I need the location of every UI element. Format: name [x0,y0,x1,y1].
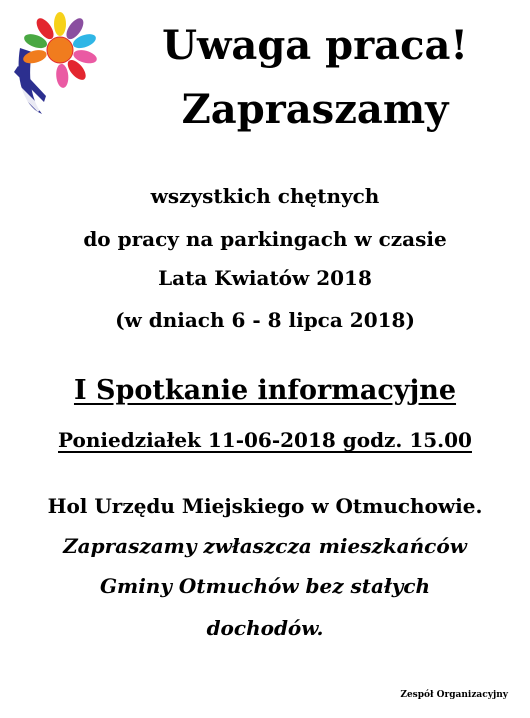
flower-logo-icon [8,12,100,116]
invite-line-3: Lata Kwiatów 2018 [158,266,372,290]
location-note-line-3: dochodów. [206,616,324,640]
location-note-line-1: Zapraszamy zwłaszcza mieszkańców [63,534,467,558]
meeting-title: I Spotkanie informacyjne [73,375,457,406]
headline-line-2: Zapraszamy [181,86,449,133]
invite-line-2: do pracy na parkingach w czasie [83,227,447,251]
meeting-datetime: Poniedziałek 11-06-2018 godz. 15.00 [58,428,472,452]
location-place: Hol Urzędu Miejskiego w Otmuchowie. [47,494,483,518]
invite-line-1: wszystkich chętnych [150,184,380,208]
location-note-line-2: Gminy Otmuchów bez stałych [99,574,431,598]
headline-line-1: Uwaga praca! [162,22,468,69]
signature: Zespół Organizacyjny [400,690,508,700]
invite-line-4: (w dniach 6 - 8 lipca 2018) [115,308,415,332]
